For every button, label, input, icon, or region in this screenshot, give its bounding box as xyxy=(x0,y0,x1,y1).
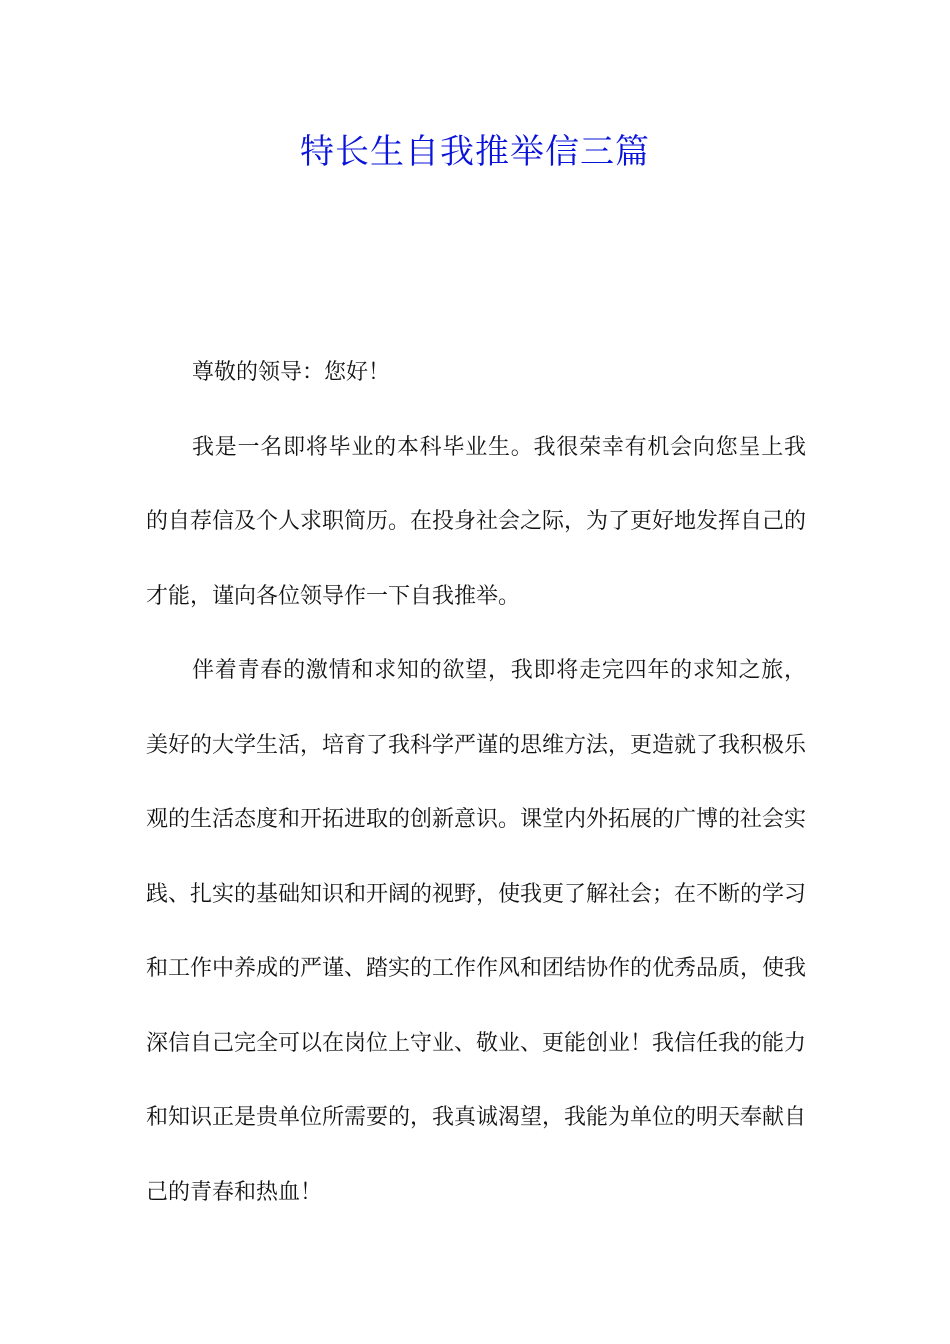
intro-paragraph: 我是一名即将毕业的本科毕业生。我很荣幸有机会向您呈上我的自荐信及个人求职简历。在投身社会之际，为了更好地发挥自己的才能，谨向各位领导作一下自我推举。 xyxy=(146,434,807,609)
document-title: 特长生自我推举信三篇 xyxy=(300,132,650,172)
document-body xyxy=(146,336,806,1230)
salutation-paragraph: 尊敬的领导：您好！ xyxy=(192,360,391,385)
main-paragraph: 伴着青春的激情和求知的欲望，我即将走完四年的求知之旅，美好的大学生活，培育了我科学严谨的思维方法，更造就了我积极乐观的生活态度和开拓进取的创新意识。课堂内外拓展的广博的社会实践、扎实的基础知识和开阔的视野，使我更了解社会；在不断的学习和工作中养成的严谨、踏实的工作作风和团结协作的优秀品质，使我深信自己完全可以在岗位上守业、敬业、更能创业！我信任我的能力和知识正是贵单位所需要的，我真诚渴望，我能为单位的明天奉献自己的青春和热血！ xyxy=(146,658,807,1205)
